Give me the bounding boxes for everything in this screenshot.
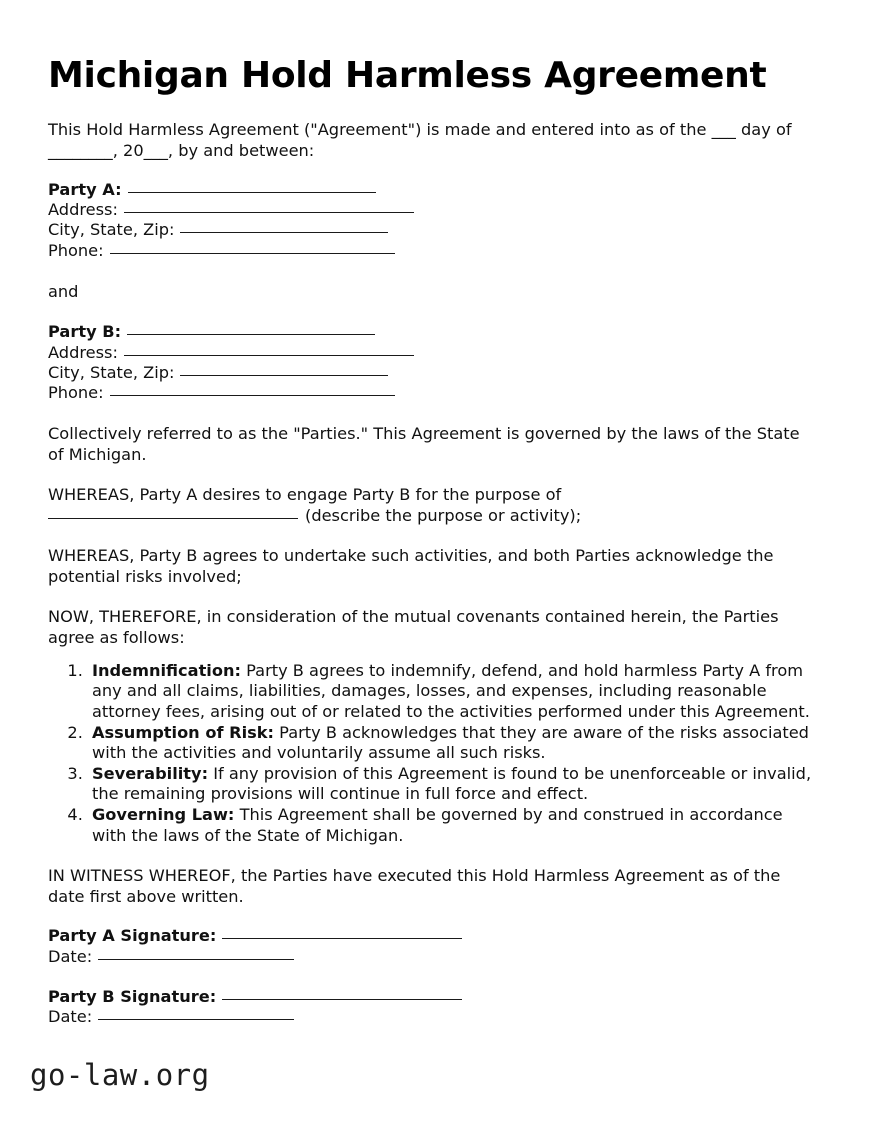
party-b-signature-field[interactable]	[222, 999, 462, 1000]
whereas-purpose-row	[48, 505, 820, 526]
party-a-name-field[interactable]	[128, 192, 376, 193]
party-a-signature-block	[48, 926, 820, 967]
party-b-date-field[interactable]	[98, 1019, 294, 1020]
party-a-citystatezip-label: City, State, Zip:	[48, 220, 175, 240]
party-a-date-label: Date:	[48, 946, 93, 966]
party-b-citystatezip-label: City, State, Zip:	[48, 363, 175, 383]
party-b-citystatezip-row	[48, 363, 820, 383]
party-b-name-field[interactable]	[127, 334, 375, 335]
party-b-signature-row	[48, 987, 820, 1007]
party-b-signature-block	[48, 987, 820, 1028]
party-a-signature-label: Party A Signature:	[48, 926, 217, 946]
clause-term: Severability:	[92, 763, 209, 783]
clause-text: Party B acknowledges that they are aware of the risks associated with the activities and voluntarily assume all such risks.	[92, 722, 809, 763]
party-b-phone-field[interactable]	[110, 395, 395, 396]
party-b-date-label: Date:	[48, 1007, 93, 1027]
party-a-name-label: Party A:	[48, 179, 122, 199]
clause-text: This Agreement shall be governed by and construed in accordance with the laws of the State of Michigan.	[92, 805, 783, 845]
conjunction-and: and	[48, 282, 79, 302]
party-b-address-label: Address:	[48, 342, 118, 362]
party-b-date-row	[48, 1007, 820, 1027]
clause-term: Governing Law:	[92, 805, 235, 824]
party-a-phone-field[interactable]	[110, 253, 395, 254]
whereas-party-b-paragraph: WHEREAS, Party B agrees to undertake such activities, and both Parties acknowledge the potential risks involved;	[48, 545, 774, 586]
purpose-hint: (describe the purpose or activity);	[305, 505, 582, 525]
party-b-phone-label: Phone:	[48, 383, 104, 403]
party-a-phone-label: Phone:	[48, 240, 104, 260]
clause-term: Assumption of Risk:	[92, 722, 275, 742]
party-b-name-label: Party B:	[48, 322, 122, 342]
clause-term: Indemnification:	[92, 660, 241, 680]
party-a-address-field[interactable]	[124, 212, 414, 213]
witness-paragraph: IN WITNESS WHEREOF, the Parties have executed this Hold Harmless Agreement as of the date first above written.	[48, 866, 781, 907]
page-title: Michigan Hold Harmless Agreement	[48, 55, 767, 96]
purpose-field[interactable]	[48, 518, 298, 519]
party-b-block	[48, 322, 820, 404]
document-content	[48, 0, 820, 1028]
party-a-citystatezip-row	[48, 220, 820, 240]
party-b-signature-label: Party B Signature:	[48, 987, 217, 1006]
party-b-name-row	[48, 322, 820, 342]
list-item	[88, 764, 820, 805]
list-item	[88, 723, 820, 764]
collectively-paragraph: Collectively referred to as the "Parties." This Agreement is governed by the laws of the State of Michigan.	[48, 423, 800, 464]
now-therefore-paragraph: NOW, THEREFORE, in consideration of the mutual covenants contained herein, the Parties agree as follows:	[48, 606, 779, 647]
party-b-phone-row	[48, 383, 820, 403]
whereas-party-a-paragraph: WHEREAS, Party A desires to engage Party B for the purpose of	[48, 484, 562, 504]
party-a-citystatezip-field[interactable]	[180, 232, 388, 233]
clause-text: If any provision of this Agreement is found to be unenforceable or invalid, the remaining provisions will continue in full force and effect.	[92, 763, 812, 804]
clause-list	[48, 661, 820, 846]
party-a-name-row	[48, 180, 820, 200]
party-a-date-row	[48, 947, 820, 967]
party-b-address-row	[48, 343, 820, 363]
party-b-address-field[interactable]	[124, 355, 414, 356]
party-a-block	[48, 180, 820, 262]
party-b-citystatezip-field[interactable]	[180, 375, 388, 376]
party-a-phone-row	[48, 241, 820, 261]
list-item	[88, 661, 820, 723]
list-item	[88, 805, 820, 846]
clause-text: Party B agrees to indemnify, defend, and hold harmless Party A from any and all claims, liabilities, damages, losses, and expenses, including reasonable attorney fees, arising out of or related to the activities performed under this Agreement.	[92, 660, 810, 722]
site-watermark: go-law.org	[30, 1058, 210, 1092]
party-a-address-label: Address:	[48, 200, 118, 219]
party-a-address-row	[48, 200, 820, 220]
party-a-date-field[interactable]	[98, 959, 294, 960]
party-a-signature-field[interactable]	[222, 938, 462, 939]
party-a-signature-row	[48, 926, 820, 946]
intro-paragraph: This Hold Harmless Agreement ("Agreement") is made and entered into as of the ___ day of ________, 20___, by and between:	[48, 119, 792, 160]
